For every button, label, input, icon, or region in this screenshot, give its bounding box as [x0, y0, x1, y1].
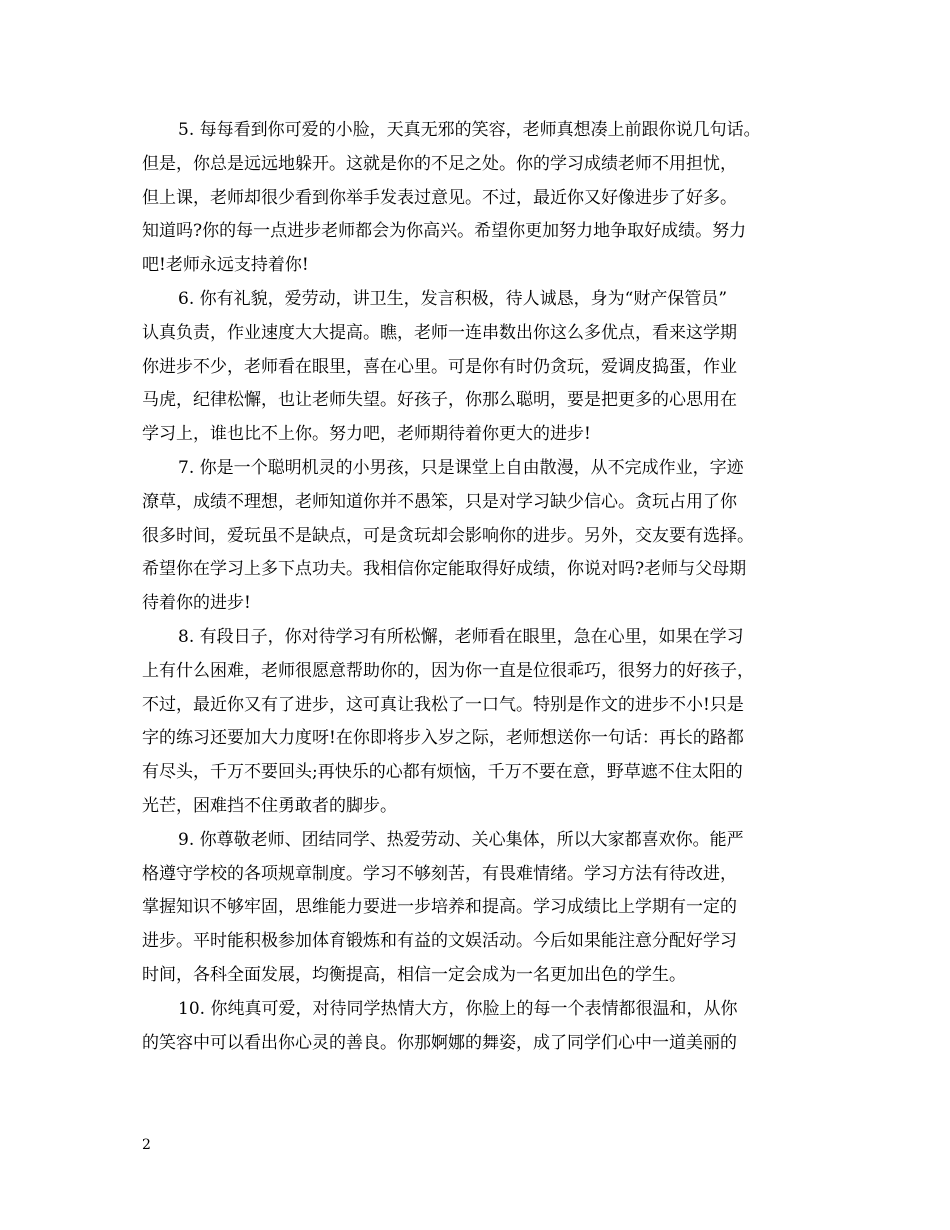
text-line: 时间，各科全面发展，均衡提高，相信一定会成为一名更加出色的学生。 — [142, 964, 686, 985]
paragraph-9 — [142, 824, 812, 993]
text-line: 潦草，成绩不理想，老师知道你并不愚笨，只是对学习缺少信心。贪玩占用了你 — [142, 491, 737, 512]
text-line: 但是，你总是远远地躲开。这就是你的不足之处。你的学习成绩老师不用担忧， — [142, 153, 737, 174]
text-line: 格遵守学校的各项规章制度。学习不够刻苦，有畏难情绪。学习方法有待改进， — [142, 863, 737, 884]
text-line: 但上课，老师却很少看到你举手发表过意见。不过，最近你又好像进步了好多。 — [142, 187, 737, 208]
text-line: 吧!老师永远支持着你! — [142, 255, 309, 276]
text-line: 5. 每每看到你可爱的小脸，天真无邪的笑容，老师真想凑上前跟你说几句话。 — [178, 120, 761, 140]
document-body — [142, 114, 812, 1060]
text-line: 7. 你是一个聪明机灵的小男孩，只是课堂上自由散漫，从不完成作业，字迹 — [178, 457, 744, 478]
text-line: 10. 你纯真可爱，对待同学热情大方，你脸上的每一个表情都很温和，从你 — [178, 998, 738, 1019]
page-number: 2 — [142, 1137, 151, 1153]
text-line: 8. 有段日子，你对待学习有所松懈，老师看在眼里，急在心里，如果在学习 — [178, 626, 744, 647]
text-line: 有尽头，千万不要回头;再快乐的心都有烦恼，千万不要在意，野草遮不住太阳的 — [142, 762, 743, 783]
text-line: 不过，最近你又有了进步，这可真让我松了一口气。特别是作文的进步不小!只是 — [142, 694, 744, 715]
text-line: 进步。平时能积极参加体育锻炼和有益的文娱活动。今后如果能注意分配好学习 — [142, 931, 737, 952]
text-line: 的笑容中可以看出你心灵的善良。你那婀娜的舞姿，成了同学们心中一道美丽的 — [142, 1032, 737, 1053]
text-line: 待着你的进步! — [142, 593, 251, 614]
paragraph-10 — [142, 993, 812, 1061]
paragraph-5 — [142, 114, 812, 283]
text-line: 6. 你有礼貌，爱劳动，讲卫生，发言积极，待人诚恳，身为“财产保管员” — [178, 288, 728, 309]
text-line: 学习上，谁也比不上你。努力吧，老师期待着你更大的进步! — [142, 424, 591, 445]
text-line: 掌握知识不够牢固，思维能力要进一步培养和提高。学习成绩比上学期有一定的 — [142, 897, 737, 918]
text-line: 光芒，困难挡不住勇敢者的脚步。 — [142, 795, 397, 816]
text-line: 9. 你尊敬老师、团结同学、热爱劳动、关心集体，所以大家都喜欢你。能严 — [178, 829, 744, 850]
text-line: 上有什么困难，老师很愿意帮助你的，因为你一直是位很乖巧，很努力的好孩子， — [142, 660, 754, 681]
paragraph-7 — [142, 452, 812, 621]
paragraph-6 — [142, 283, 812, 452]
text-line: 认真负责，作业速度大大提高。瞧，老师一连串数出你这么多优点，看来这学期 — [142, 322, 737, 343]
text-line: 知道吗?你的每一点进步老师都会为你高兴。希望你更加努力地争取好成绩。努力 — [142, 221, 747, 242]
text-line: 很多时间，爱玩虽不是缺点，可是贪玩却会影响你的进步。另外，交友要有选择。 — [142, 525, 754, 546]
paragraph-8 — [142, 621, 812, 824]
text-line: 希望你在学习上多下点功夫。我相信你定能取得好成绩，你说对吗?老师与父母期 — [142, 559, 747, 580]
text-line: 马虎，纪律松懈，也让老师失望。好孩子，你那么聪明，要是把更多的心思用在 — [142, 390, 737, 411]
text-line: 你进步不少，老师看在眼里，喜在心里。可是你有时仍贪玩，爱调皮捣蛋，作业 — [142, 356, 737, 377]
text-line: 字的练习还要加大力度呀!在你即将步入岁之际，老师想送你一句话：再长的路都 — [142, 728, 744, 749]
